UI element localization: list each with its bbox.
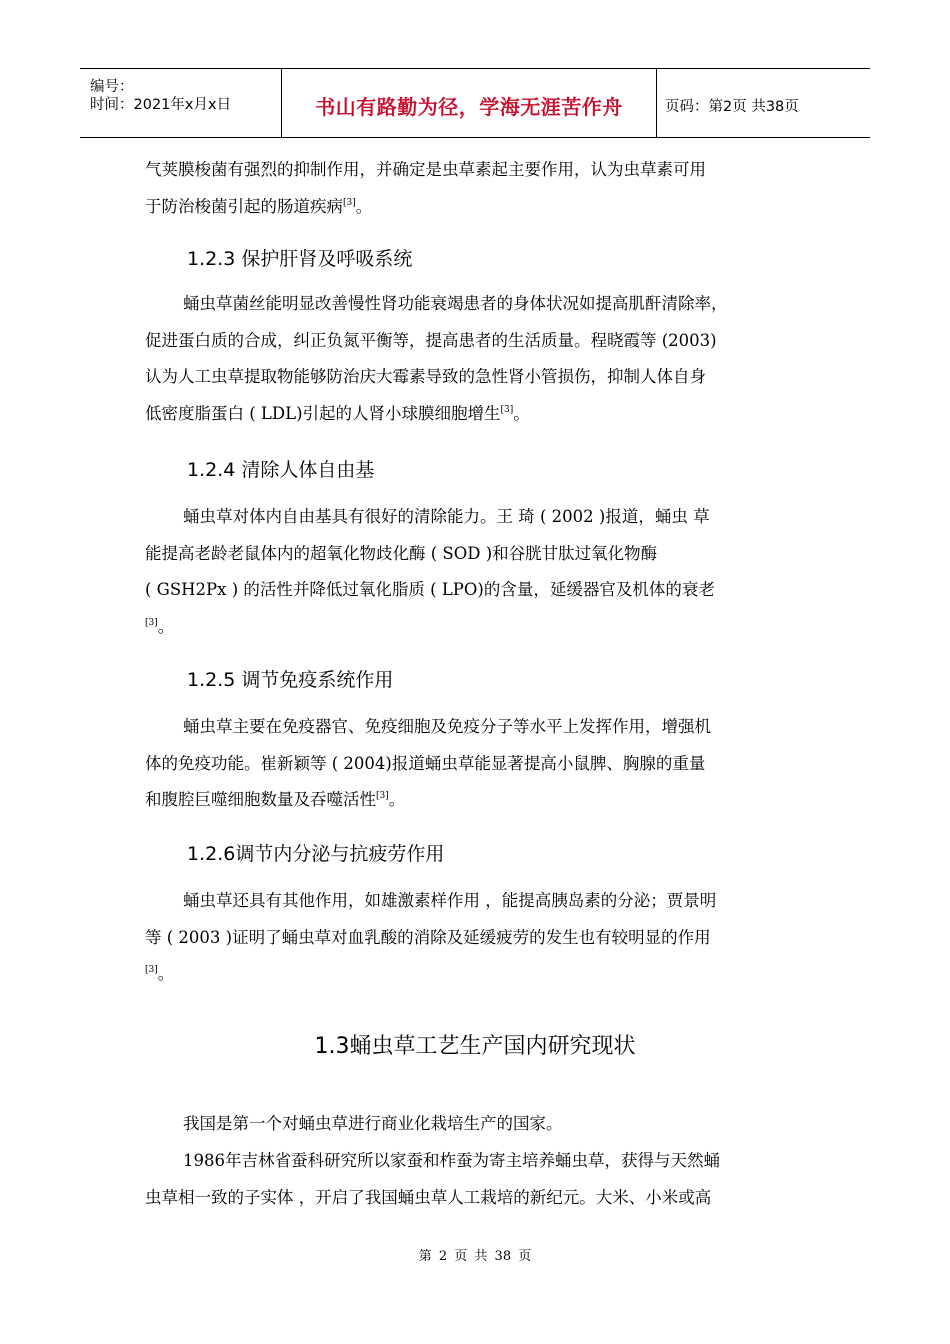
page-footer: 第 2 页 共 38 页 — [418, 1249, 532, 1264]
text-line: 我国是第一个对蛹虫草进行商业化栽培生产的国家。 — [183, 1114, 563, 1133]
text-line: 认为人工虫草提取物能够防治庆大霉素导致的急性肾小管损伤，抑制人体自身 — [145, 367, 706, 386]
paragraph-history — [145, 1143, 810, 1216]
text-fragment: 。 — [157, 964, 175, 983]
doc-number-label: 编号： — [90, 79, 134, 95]
text-line: 能提高老龄老鼠体内的超氧化物歧化酶 ( SOD )和谷胱甘肽过氧化物酶 — [145, 543, 658, 563]
text-line — [145, 396, 810, 433]
paragraph-endocrine — [145, 883, 810, 993]
date-label: 时间：2021年x月x日 — [90, 97, 232, 113]
page-header — [80, 68, 870, 138]
text-line: 1986年吉林省蚕科研究所以家蚕和柞蚕为寄主培养蛹虫草，获得与天然蛹 — [183, 1151, 720, 1170]
text-line: 蛹虫草对体内自由基具有很好的清除能力。王 琦 ( 2002 )报道，蛹虫 草 — [183, 507, 710, 526]
text-fragment: 和腹腔巨噬细胞数量及吞噬活性 — [145, 790, 376, 809]
citation-ref: [3] — [343, 197, 356, 208]
text-line: 蛹虫草菌丝能明显改善慢性肾功能衰竭患者的身体状况如提高肌酐清除率， — [183, 294, 728, 313]
text-line — [145, 782, 810, 819]
text-line: 促进蛋白质的合成，纠正负氮平衡等，提高患者的生活质量。程晓霞等 (2003) — [145, 330, 717, 350]
text-line: 蛹虫草主要在免疫器官、免疫细胞及免疫分子等水平上发挥作用，增强机 — [183, 717, 711, 736]
citation-ref: [3] — [145, 965, 158, 975]
page-info-text: 页码：第2页 共38页 — [665, 98, 799, 115]
text-fragment: 。 — [513, 403, 530, 423]
text-fragment: 于防治梭菌引起的肠道疾病 — [145, 196, 343, 216]
text-line: 蛹虫草还具有其他作用，如雄激素样作用 ，能提高胰岛素的分泌；贾景明 — [183, 891, 717, 910]
citation-ref: [3] — [500, 404, 514, 415]
text-line: 虫草相一致的子实体 ，开启了我国蛹虫草人工栽培的新纪元。大米、小米或高 — [145, 1187, 712, 1207]
header-meta — [80, 69, 282, 137]
text-line — [145, 189, 810, 226]
text-fragment: 。 — [355, 196, 373, 216]
paragraph-kidney — [145, 286, 810, 432]
text-line — [145, 956, 810, 993]
citation-ref: [3] — [376, 791, 389, 801]
paragraph-free-radicals — [145, 499, 810, 645]
paragraph-immune — [145, 709, 810, 819]
header-page-info — [657, 69, 870, 137]
text-line: 气荚膜梭菌有强烈的抑制作用，并确定是虫草素起主要作用，认为虫草素可用 — [145, 160, 706, 179]
paragraph-continued — [145, 152, 810, 225]
section-heading-1-3: 1.3蛹虫草工艺生产国内研究现状 — [314, 1034, 636, 1059]
text-line: 等 ( 2003 )证明了蛹虫草对血乳酸的消除及延缓疲劳的发生也有较明显的作用 — [145, 927, 711, 947]
text-fragment: 。 — [157, 616, 175, 636]
section-heading-1-2-4: 1.2.4 清除人体自由基 — [187, 459, 375, 481]
text-fragment: 。 — [388, 790, 406, 809]
motto-text: 书山有路勤为径，学海无涯苦作舟 — [315, 94, 623, 119]
section-heading-1-2-5: 1.2.5 调节免疫系统作用 — [187, 669, 394, 691]
header-motto — [282, 69, 657, 137]
text-fragment: 低密度脂蛋白 ( LDL)引起的人肾小球膜细胞增生 — [145, 403, 501, 423]
section-heading-1-2-6: 1.2.6调节内分泌与抗疲劳作用 — [187, 843, 445, 865]
paragraph-domestic-intro — [145, 1106, 810, 1143]
section-heading-1-2-3: 1.2.3 保护肝肾及呼吸系统 — [187, 248, 413, 270]
text-line: ( GSH2Px ) 的活性并降低过氧化脂质 ( LPO)的含量，延缓器官及机体的衰老 — [145, 580, 715, 599]
text-line — [145, 609, 810, 646]
text-line: 体的免疫功能。崔新颖等 ( 2004)报道蛹虫草能显著提高小鼠脾、胸腺的重量 — [145, 753, 706, 773]
citation-ref: [3] — [145, 617, 158, 628]
